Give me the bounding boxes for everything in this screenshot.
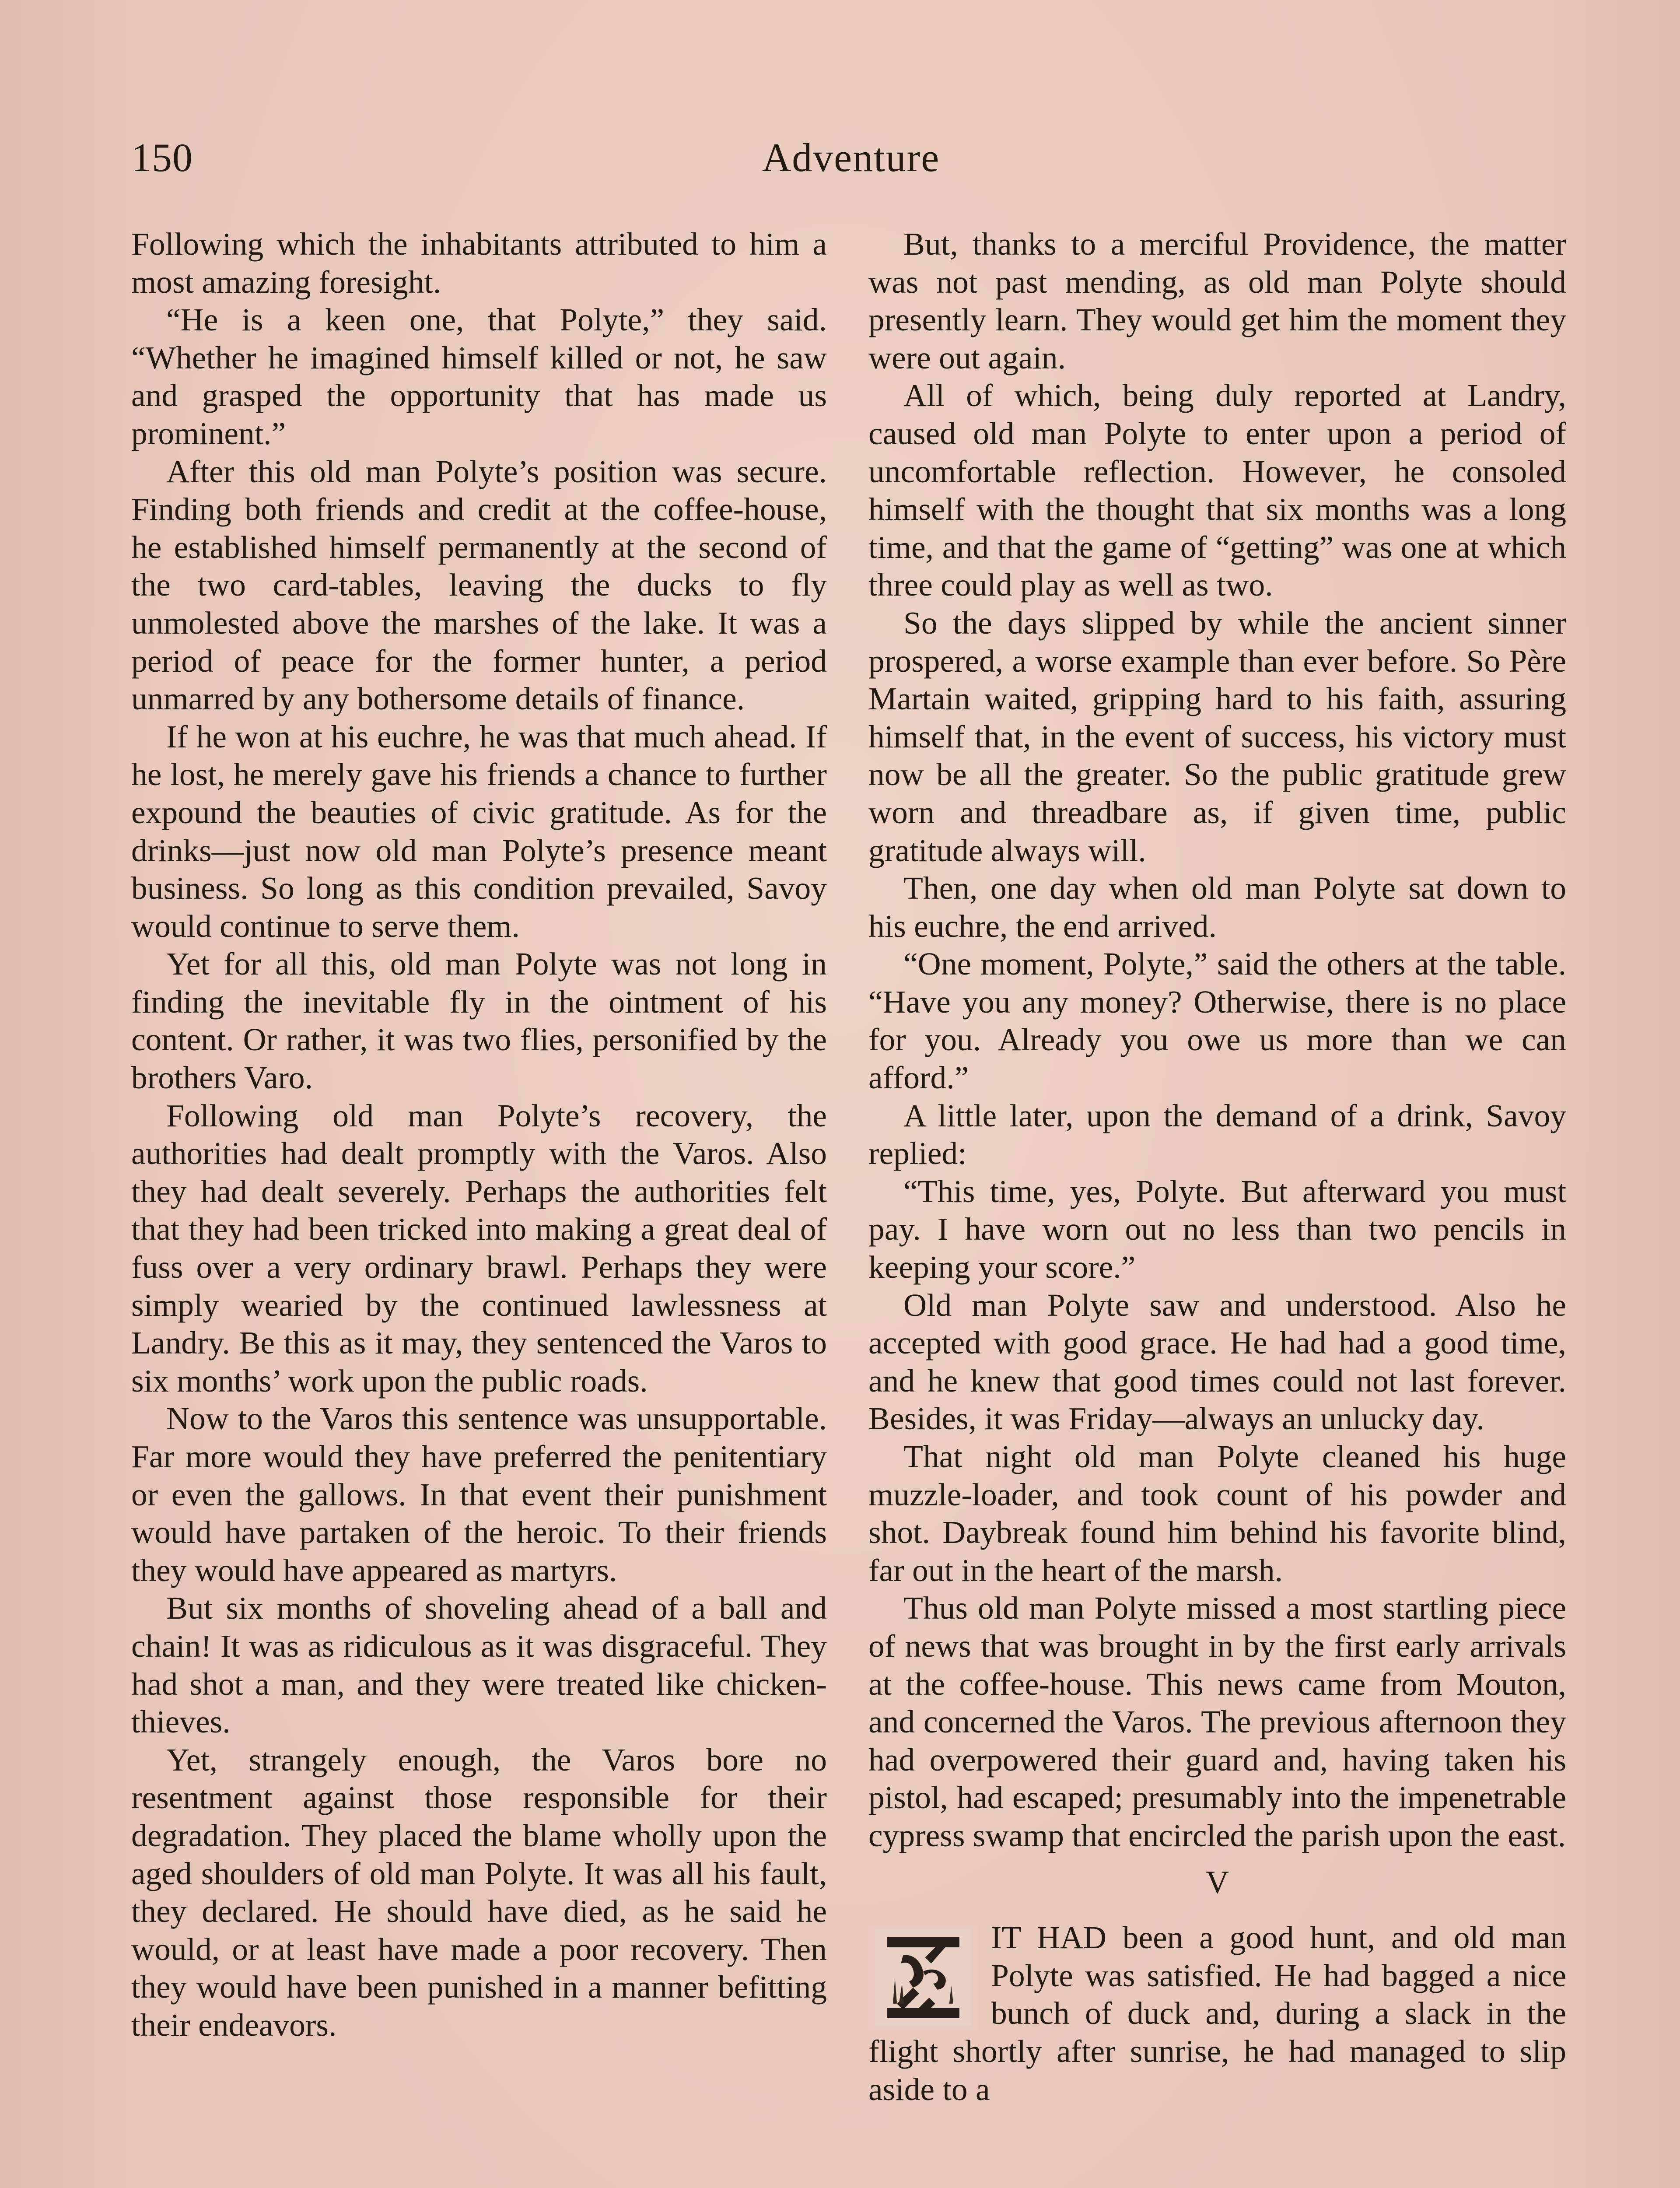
running-head: Adventure (762, 135, 940, 180)
paragraph: But six months of shoveling ahead of a ball and chain! It was as ridiculous as it was disgraceful. They had shot a man, and they were treated like chicken-thieves. (131, 1590, 827, 1740)
paragraph: Following which the inhabitants attributed to him a most amazing foresight. (131, 226, 827, 300)
paragraph: Now to the Varos this sentence was unsupportable. Far more would they have preferred the penitentiary or even the gallows. In that event their punishment would have partaken of the heroic. To their friends they would have appeared as martyrs. (131, 1401, 827, 1588)
paragraph: Old man Polyte saw and understood. Also he accepted with good grace. He had had a good time, and he knew that good times could not last forever. Besides, it was Friday—always an unlucky day. (868, 1287, 1566, 1437)
paragraph: So the days slipped by while the ancient sinner prospered, a worse example than ever before. So Père Martain waited, gripping hard to his faith, assuring himself that, in the event of success, his victory must now be all the greater. So the public gratitude grew worn and threadbare as, if given time, public gratitude always will. (868, 605, 1566, 868)
paragraph: Yet for all this, old man Polyte was not long in finding the inevitable fly in the ointment of his content. Or rather, it was two flies, personified by the brothers Varo. (131, 946, 827, 1096)
drop-cap-art (873, 1927, 973, 2028)
paragraph: After this old man Polyte’s position was secure. Finding both friends and credit at the coffee-house, he established himself permanently at the second of the two card-tables, leaving the ducks to fly unmolested above the marshes of the lake. It was a period of peace for the former hunter, a period unmarred by any bothersome details of finance. (131, 453, 827, 717)
paragraph: Thus old man Polyte missed a most startling piece of news that was brought in by the first early arrivals at the coffee-house. This news came from Mouton, and concerned the Varos. The previous afternoon they had overpowered their guard and, having taken his pistol, had escaped; presumably into the impenetrable cypress swamp that encircled the parish upon the east. (868, 1590, 1566, 1853)
paragraph: “This time, yes, Polyte. But afterward you must pay. I have worn out no less than two pencils in keeping your score.” (868, 1173, 1566, 1285)
paragraph: Following old man Polyte’s recovery, the authorities had dealt promptly with the Varos. Also they had dealt severely. Perhaps the authorities felt that they had been tricked into making a great deal of fuss over a very ordinary brawl. Perhaps they were simply wearied by the continued lawlessness at Landry. Be this as it may, they sentenced the Varos to six months’ work upon the public roads. (131, 1098, 827, 1399)
section-heading: V (1205, 1864, 1229, 1900)
right-column (868, 225, 1566, 2108)
ornamental-initial-icon (868, 1925, 978, 2030)
paragraph: But, thanks to a merciful Providence, the matter was not past mending, as old man Polyte should presently learn. They would get him the moment they were out again. (868, 226, 1566, 375)
paragraph: Then, one day when old man Polyte sat down to his euchre, the end arrived. (868, 870, 1566, 944)
paragraph: All of which, being duly reported at Landry, caused old man Polyte to enter upon a period of uncomfortable reflection. However, he consoled himself with the thought that six months was a long time, and that the game of “getting” was one at which three could play as well as two. (868, 378, 1566, 603)
paragraph: That night old man Polyte cleaned his huge muzzle-loader, and took count of his powder and shot. Daybreak found him behind his favorite blind, far out in the heart of the marsh. (868, 1439, 1566, 1588)
paragraph: A little later, upon the demand of a drink, Savoy replied: (868, 1098, 1566, 1171)
paragraph: Yet, strangely enough, the Varos bore no resentment against those responsible for their degradation. They placed the blame wholly upon the aged shoulders of old man Polyte. It was all his fault, they declared. He should have died, as he said he would, or at least have made a poor recovery. Then they would have been punished in a manner befitting their endeavors. (131, 1742, 827, 2043)
paragraph: IT HAD been a good hunt, and old man Polyte was satisfied. He had bagged a nice bunch of duck and, during a slack in the flight shortly after sunrise, he had managed to slip aside to a (868, 1920, 1566, 2107)
paragraph: “He is a keen one, that Polyte,” they said. “Whether he imagined himself killed or not, he saw and grasped the opportunity that has made us prominent.” (131, 302, 827, 451)
page-number: 150 (131, 135, 193, 180)
page-header (131, 131, 1571, 193)
paragraph: If he won at his euchre, he was that much ahead. If he lost, he merely gave his friends a chance to further expound the beauties of civic gratitude. As for the drinks—just now old man Polyte’s presence meant business. So long as this condition prevailed, Savoy would continue to serve them. (131, 719, 827, 944)
paragraph: “One moment, Polyte,” said the others at the table. “Have you any money? Otherwise, there is no place for you. Already you owe us more than we can afford.” (868, 946, 1566, 1096)
left-column (131, 225, 827, 2044)
